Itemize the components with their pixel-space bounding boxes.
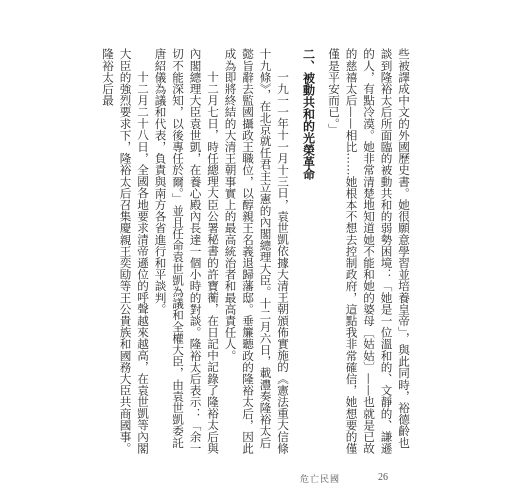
page-footer (300, 472, 420, 486)
paragraph: 一九一一年十一月十三日，袁世凱依據大清王朝頒佈實施的《憲法重大信條十九條》，在北京就任君主立憲的內閣總理大臣。十二月六日，載灃奏隆裕太后懿旨辭去監國攝政王職位，以醇親王名義退歸藩邸。垂簾聽政的隆裕太后，因此成為即將終結的大清王朝事實上的最高統治者和最高責任人。 (223, 48, 290, 454)
page-number: 26 (378, 472, 388, 483)
section-heading: 二、被動共和的光榮革命 (301, 48, 316, 180)
paragraph-continuation: 些被譯成中文的外國歷史書。她很願意學習並培養皇帝」，與此同時，裕德齡也談到隆裕太后所面臨的被動共和的弱勢困境：「她是一位溫和的、文靜的、謙遜的人，有點冷漠。她非常清楚地知道她不能和她的婆母〔姑姑〕——也就是已故的慈禧太后——相比……她根本不想去控制政府，這點我非常確信，她想要的僅僅是平安而已。」 (327, 48, 411, 454)
paragraph: 十二月七日，時任總理大臣公署秘書的許寶蘅，在日記中記錄了隆裕太后與內閣總理大臣袁世凱，在養心殿內長達一個小時的對談。隆裕太后表示：「余一切不能深知，以後專任於爾。」並且任命袁世凱為議和全權大臣，由袁世凱委託唐紹儀為議和代表，負責與南方各省進行和平談判。 (153, 48, 220, 454)
vertical-text-body (101, 48, 412, 458)
running-title: 危亡民國 (300, 475, 341, 485)
paragraph: 十二月二十八日，全國各地要求清帝遜位的呼聲越來越高，在袁世凱等內閣大臣的強烈要求下，隆裕太后召集慶親王奕劻等王公貴族和國務大臣共商國事。隆裕太后最 (101, 48, 150, 454)
